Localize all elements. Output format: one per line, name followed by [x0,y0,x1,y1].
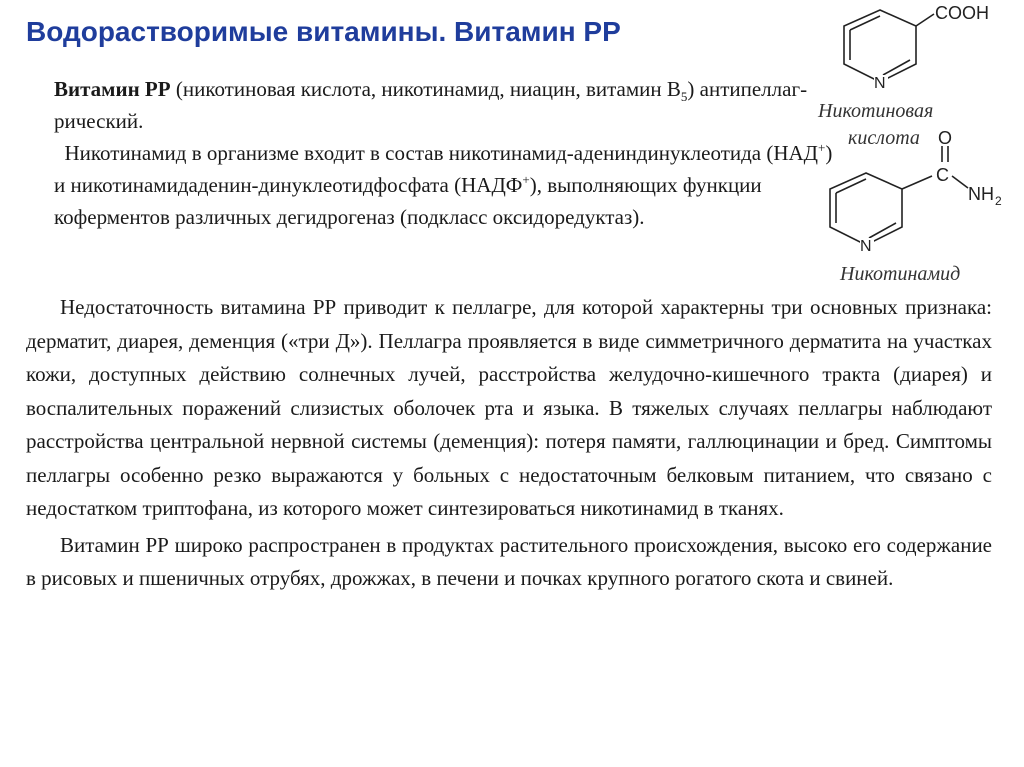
intro-paragraph-1 [54,73,844,137]
nad-text-b: ) и никотинамидаденин-динуклеотидфосфата (НАДФ [54,141,833,197]
pellagra-paragraph: Недостаточность витамина РР приводит к пеллагре, для которой характерны три основных признака: дерматит, диарея, деменция («три Д»). Пеллагра проявляется в виде симметричного дерматита на участках кожи, доступных действию солнечных лучей, расстройства желудочно-кишечного тракта (диарея) и воспалительных поражений слизистых оболочек рта и языка. В тяжелых случаях пеллагры наблюдают расстройства центральной нервной системы (деменция): потеря памяти, галлюцинации и бред. Симптомы пеллагры особенно резко выражаются у больных с недостаточным белковым питанием, что связано с недостатком триптофана, из которого может синтезироваться никотинамид в тканях. [26,295,992,520]
nad-text-c: ), выполняющих функции коферментов различных дегидрогеназ (подкласс оксидоредуктаз). [54,173,762,229]
intro-text-b: ) антипеллагрический. [54,77,808,133]
cooh-group-label: COOH [935,3,989,23]
intro-text-a: (никотиновая кислота, никотинамид, ниацин, витамин B [170,77,681,101]
nadp-superscript: + [522,172,530,187]
nicotinic-acid-structure [830,0,1020,100]
intro-block [54,73,844,233]
oxygen-label: O [938,128,953,148]
nh2-subscript: 2 [995,194,1002,208]
nicotinic-acid-caption-2: кислота [848,127,920,149]
nad-superscript: + [818,140,826,155]
intro-paragraph-2 [54,137,844,233]
vitamin-pp-term: Витамин РР [54,77,171,101]
amide-ring-nitrogen-label: N [860,238,872,255]
nicotinic-acid-caption-1: Никотиновая [818,100,934,122]
page-title: Водорастворимые витамины. Витамин РР [26,16,621,47]
nh-label: NH [968,184,994,204]
ring-nitrogen-label: N [874,75,886,92]
b5-subscript: 5 [680,89,688,105]
nicotinamide-caption: Никотинамид [840,263,961,285]
sources-paragraph: Витамин РР широко распространен в продуктах растительного происхождения, высоко его содержание в рисовых и пшеничных отрубях, дрожжах, в печени и почках крупного рогатого скота и свиней. [26,532,992,590]
main-text [26,291,992,596]
nicotinamide-structure [818,128,1018,263]
nad-text-a: Никотинамид в организме входит в состав никотинамид-адениндинуклеотида (НАД [64,141,819,165]
carbon-label: C [936,165,949,185]
